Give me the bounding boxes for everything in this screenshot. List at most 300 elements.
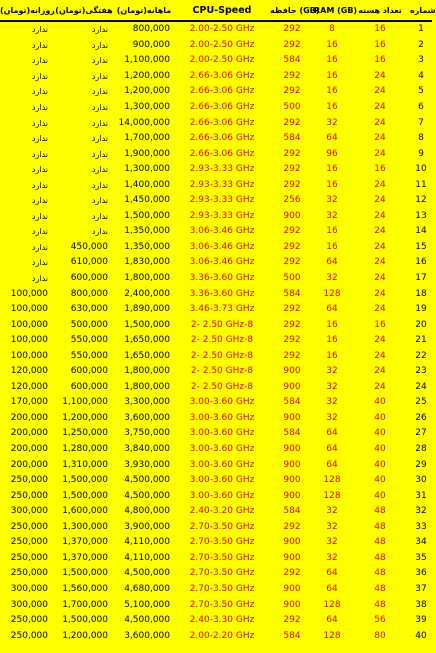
weekly-cell: ندارد (91, 227, 108, 237)
row-number-cell: 13 (415, 210, 427, 221)
storage-cell: 900 (283, 552, 301, 563)
monthly-cell: 1,400,000 (124, 179, 170, 190)
cores-cell: 24 (374, 179, 386, 190)
row-number-cell: 14 (415, 226, 427, 237)
daily-cell: ندارد (31, 165, 48, 175)
ram-cell: 32 (326, 366, 338, 377)
weekly-cell: ندارد (91, 196, 108, 206)
ram-cell: 64 (326, 568, 338, 579)
cpu-speed-cell: 2.93-3.33 GHz (189, 195, 255, 206)
ram-cell: 16 (326, 86, 338, 97)
table-row (0, 395, 432, 411)
storage-cell: 584 (283, 630, 301, 641)
cores-cell: 16 (374, 319, 386, 330)
cpu-speed-cell: 2.70-3.50 GHz (189, 583, 255, 594)
cpu-speed-cell: 2- 2.50 GHz-8 (190, 319, 254, 330)
table-row (0, 364, 432, 380)
cpu-speed-cell: 2.66-3.06 GHz (189, 102, 255, 112)
storage-cell: 292 (283, 179, 301, 190)
ram-cell: 128 (323, 599, 341, 610)
table-row (0, 115, 432, 131)
weekly-cell: 1,200,000 (62, 412, 108, 423)
table-row (0, 348, 432, 364)
storage-cell: 584 (283, 428, 301, 439)
daily-cell: 200,000 (10, 444, 48, 455)
daily-cell: ندارد (31, 180, 48, 190)
ram-cell: 128 (323, 475, 341, 486)
monthly-cell: 3,300,000 (124, 397, 170, 408)
ram-cell: 64 (326, 583, 338, 594)
cores-cell: 24 (374, 210, 386, 221)
weekly-cell: 1,280,000 (62, 444, 108, 455)
row-number-cell: 12 (415, 195, 427, 206)
storage-cell: 900 (283, 599, 301, 610)
daily-cell: 250,000 (10, 537, 48, 548)
table-row (0, 146, 432, 162)
row-number-cell: 19 (415, 304, 427, 315)
monthly-cell: 1,830,000 (124, 257, 170, 268)
weekly-cell: 550,000 (70, 335, 108, 346)
header-weekly: هفتگی(تومان) (54, 0, 114, 21)
cpu-speed-cell: 2- 2.50 GHz-8 (190, 335, 254, 346)
monthly-cell: 4,800,000 (124, 506, 170, 517)
ram-cell: 32 (326, 537, 338, 548)
storage-cell: 900 (283, 210, 301, 221)
ram-cell: 16 (326, 226, 338, 237)
monthly-cell: 5,100,000 (124, 599, 170, 610)
daily-cell: ندارد (31, 242, 48, 252)
daily-cell: ندارد (31, 196, 48, 206)
cores-cell: 24 (374, 335, 386, 346)
weekly-cell: 1,370,000 (62, 537, 108, 548)
monthly-cell: 14,000,000 (118, 117, 170, 128)
daily-cell: 100,000 (10, 319, 48, 330)
header-storage: حافظه (GB) (270, 0, 314, 21)
row-number-cell: 6 (418, 102, 424, 112)
cores-cell: 48 (374, 506, 386, 517)
daily-cell: 100,000 (10, 335, 48, 346)
cpu-speed-cell: 2.66-3.06 GHz (189, 117, 255, 128)
storage-cell: 292 (283, 350, 301, 361)
weekly-cell: 800,000 (70, 288, 108, 299)
storage-cell: 292 (283, 148, 301, 159)
monthly-cell: 1,650,000 (124, 350, 170, 361)
table-row (0, 177, 432, 193)
row-number-cell: 23 (415, 366, 427, 377)
row-number-cell: 22 (415, 350, 427, 361)
cores-cell: 24 (374, 195, 386, 206)
monthly-cell: 1,200,000 (124, 70, 170, 81)
weekly-cell: ندارد (91, 87, 108, 97)
daily-cell: ندارد (31, 25, 48, 35)
weekly-cell: ندارد (91, 103, 108, 112)
storage-cell: 292 (283, 257, 301, 268)
cpu-speed-cell: 2- 2.50 GHz-8 (190, 366, 254, 377)
storage-cell: 292 (283, 319, 301, 330)
weekly-cell: 1,300,000 (62, 521, 108, 532)
row-number-cell: 16 (415, 257, 427, 268)
daily-cell: 250,000 (10, 630, 48, 641)
cpu-speed-cell: 2.70-3.50 GHz (189, 568, 255, 579)
monthly-cell: 3,750,000 (124, 428, 170, 439)
daily-cell: ندارد (31, 71, 48, 81)
cores-cell: 24 (374, 350, 386, 361)
row-number-cell: 9 (418, 148, 424, 159)
daily-cell: 250,000 (10, 490, 48, 501)
monthly-cell: 1,800,000 (124, 273, 170, 284)
storage-cell: 900 (283, 537, 301, 548)
monthly-cell: 3,900,000 (124, 521, 170, 532)
monthly-cell: 4,500,000 (124, 475, 170, 486)
weekly-cell: 1,500,000 (62, 475, 108, 486)
cpu-speed-cell: 2- 2.50 GHz-8 (190, 350, 254, 361)
storage-cell: 584 (283, 397, 301, 408)
monthly-cell: 1,650,000 (124, 335, 170, 346)
ram-cell: 16 (326, 350, 338, 361)
weekly-cell: ندارد (91, 56, 108, 66)
ram-cell: 16 (326, 335, 338, 346)
cpu-speed-cell: 2.66-3.06 GHz (189, 133, 255, 144)
row-number-cell: 33 (415, 521, 427, 532)
table-row (0, 286, 432, 302)
cores-cell: 16 (374, 39, 386, 50)
cores-cell: 24 (374, 226, 386, 237)
table-row (0, 457, 432, 473)
cpu-speed-cell: 2.66-3.06 GHz (189, 148, 255, 159)
table-body (0, 21, 432, 644)
table-row (0, 520, 432, 536)
weekly-cell: 500,000 (70, 319, 108, 330)
monthly-cell: 4,680,000 (124, 583, 170, 594)
ram-cell: 64 (326, 615, 338, 626)
table-row (0, 131, 432, 147)
cpu-speed-cell: 3.06-3.46 GHz (189, 241, 255, 252)
ram-cell: 32 (326, 210, 338, 221)
table-row (0, 504, 432, 520)
table-row (0, 162, 432, 178)
storage-cell: 256 (283, 195, 301, 206)
row-number-cell: 3 (418, 55, 424, 66)
monthly-cell: 1,300,000 (124, 164, 170, 175)
ram-cell: 32 (326, 117, 338, 128)
cores-cell: 40 (374, 475, 386, 486)
monthly-cell: 1,500,000 (124, 319, 170, 330)
storage-cell: 292 (283, 304, 301, 315)
storage-cell: 900 (283, 381, 301, 392)
ram-cell: 16 (326, 319, 338, 330)
cores-cell: 16 (374, 55, 386, 66)
cpu-speed-cell: 3.36-3.60 GHz (189, 288, 255, 299)
cpu-speed-cell: 2- 2.50 GHz-8 (190, 381, 254, 392)
header-row-number: شماره (410, 0, 432, 21)
header-cores: تعداد هسته (350, 0, 410, 21)
daily-cell: ندارد (31, 258, 48, 268)
table-row (0, 193, 432, 209)
storage-cell: 292 (283, 86, 301, 97)
cpu-speed-cell: 2.70-3.50 GHz (189, 599, 255, 610)
weekly-cell: ندارد (91, 211, 108, 221)
row-number-cell: 25 (415, 397, 427, 408)
monthly-cell: 4,500,000 (124, 568, 170, 579)
cpu-speed-cell: 3.00-3.60 GHz (189, 412, 255, 423)
cpu-speed-cell: 3.00-3.60 GHz (189, 490, 255, 501)
weekly-cell: 1,200,000 (62, 630, 108, 641)
row-number-cell: 35 (415, 552, 427, 563)
daily-cell: 100,000 (10, 288, 48, 299)
ram-cell: 64 (326, 133, 338, 144)
ram-cell: 16 (326, 179, 338, 190)
ram-cell: 32 (326, 552, 338, 563)
storage-cell: 900 (283, 583, 301, 594)
ram-cell: 16 (326, 39, 338, 50)
daily-cell: ندارد (31, 87, 48, 97)
cpu-speed-cell: 3.06-3.46 GHz (189, 226, 255, 237)
table-row (0, 613, 432, 629)
daily-cell: ندارد (31, 211, 48, 221)
row-number-cell: 31 (415, 490, 427, 501)
cores-cell: 48 (374, 521, 386, 532)
cpu-speed-cell: 2.93-3.33 GHz (189, 210, 255, 221)
row-number-cell: 8 (418, 133, 424, 144)
cores-cell: 24 (374, 273, 386, 284)
cpu-speed-cell: 2.00-2.50 GHz (189, 24, 255, 35)
cores-cell: 24 (374, 241, 386, 252)
cpu-speed-cell: 2.70-3.50 GHz (189, 552, 255, 563)
weekly-cell: ندارد (91, 180, 108, 190)
storage-cell: 292 (283, 568, 301, 579)
ram-cell: 64 (326, 428, 338, 439)
monthly-cell: 1,350,000 (124, 241, 170, 252)
weekly-cell: 1,100,000 (62, 397, 108, 408)
table-row (0, 38, 432, 54)
row-number-cell: 32 (415, 506, 427, 517)
ram-cell: 8 (329, 24, 335, 35)
weekly-cell: 450,000 (70, 241, 108, 252)
table-row (0, 380, 432, 396)
cpu-speed-cell: 2.40-3.30 GHz (189, 615, 255, 626)
cores-cell: 16 (374, 24, 386, 35)
storage-cell: 292 (283, 117, 301, 128)
header-ram: RAM (GB) (314, 0, 350, 21)
table-row (0, 84, 432, 100)
cores-cell: 24 (374, 304, 386, 315)
table-row (0, 53, 432, 69)
cpu-speed-cell: 2.00-2.20 GHz (189, 630, 255, 641)
row-number-cell: 1 (418, 24, 424, 35)
daily-cell: 250,000 (10, 475, 48, 486)
cores-cell: 24 (374, 257, 386, 268)
cores-cell: 40 (374, 428, 386, 439)
ram-cell: 64 (326, 444, 338, 455)
storage-cell: 500 (283, 102, 301, 112)
table-row (0, 209, 432, 225)
weekly-cell: 550,000 (70, 350, 108, 361)
table-row (0, 100, 432, 116)
daily-cell: ندارد (31, 103, 48, 112)
monthly-cell: 1,450,000 (124, 195, 170, 206)
weekly-cell: 600,000 (70, 366, 108, 377)
daily-cell: 250,000 (10, 568, 48, 579)
storage-cell: 900 (283, 444, 301, 455)
weekly-cell: 1,560,000 (62, 583, 108, 594)
header-cpu-speed: CPU-Speed (174, 0, 270, 21)
cores-cell: 24 (374, 117, 386, 128)
row-number-cell: 7 (418, 117, 424, 128)
row-number-cell: 26 (415, 412, 427, 423)
table-row (0, 551, 432, 567)
cpu-speed-cell: 2.93-3.33 GHz (189, 179, 255, 190)
cores-cell: 24 (374, 70, 386, 81)
weekly-cell: 610,000 (70, 257, 108, 268)
cpu-speed-cell: 2.00-2.50 GHz (189, 39, 255, 50)
table-row (0, 442, 432, 458)
weekly-cell: 1,500,000 (62, 568, 108, 579)
daily-cell: 300,000 (10, 506, 48, 517)
storage-cell: 292 (283, 241, 301, 252)
daily-cell: 120,000 (10, 366, 48, 377)
cores-cell: 24 (374, 133, 386, 144)
monthly-cell: 1,200,000 (124, 86, 170, 97)
daily-cell: 300,000 (10, 599, 48, 610)
cpu-speed-cell: 2.70-3.50 GHz (189, 537, 255, 548)
cpu-speed-cell: 3.00-3.60 GHz (189, 397, 255, 408)
storage-cell: 584 (283, 506, 301, 517)
ram-cell: 32 (326, 381, 338, 392)
ram-cell: 64 (326, 257, 338, 268)
cores-cell: 16 (374, 164, 386, 175)
row-number-cell: 17 (415, 273, 427, 284)
cores-cell: 48 (374, 583, 386, 594)
table-row (0, 426, 432, 442)
row-number-cell: 21 (415, 335, 427, 346)
cores-cell: 80 (374, 630, 386, 641)
ram-cell: 32 (326, 506, 338, 517)
monthly-cell: 3,930,000 (124, 459, 170, 470)
storage-cell: 292 (283, 39, 301, 50)
weekly-cell: 1,700,000 (62, 599, 108, 610)
cores-cell: 40 (374, 444, 386, 455)
daily-cell: 250,000 (10, 521, 48, 532)
row-number-cell: 10 (415, 164, 427, 175)
daily-cell: ندارد (31, 118, 48, 128)
daily-cell: 100,000 (10, 304, 48, 315)
cpu-speed-cell: 3.00-3.60 GHz (189, 428, 255, 439)
ram-cell: 16 (326, 70, 338, 81)
cores-cell: 56 (374, 615, 386, 626)
row-number-cell: 27 (415, 428, 427, 439)
monthly-cell: 1,890,000 (124, 304, 170, 315)
daily-cell: ندارد (31, 149, 48, 159)
table-row (0, 488, 432, 504)
daily-cell: 250,000 (10, 615, 48, 626)
row-number-cell: 37 (415, 583, 427, 594)
weekly-cell: 600,000 (70, 381, 108, 392)
daily-cell: ندارد (31, 134, 48, 144)
cpu-speed-cell: 2.70-3.50 GHz (189, 521, 255, 532)
storage-cell: 292 (283, 615, 301, 626)
weekly-cell: 1,250,000 (62, 428, 108, 439)
storage-cell: 292 (283, 521, 301, 532)
daily-cell: ندارد (31, 274, 48, 284)
table-row (0, 535, 432, 551)
monthly-cell: 1,350,000 (124, 226, 170, 237)
cores-cell: 40 (374, 459, 386, 470)
cpu-speed-cell: 3.36-3.60 GHz (189, 273, 255, 284)
weekly-cell: ندارد (91, 25, 108, 35)
table-row (0, 21, 432, 38)
table-row (0, 317, 432, 333)
daily-cell: 100,000 (10, 350, 48, 361)
row-number-cell: 15 (415, 241, 427, 252)
row-number-cell: 28 (415, 444, 427, 455)
daily-cell: 200,000 (10, 412, 48, 423)
daily-cell: 250,000 (10, 552, 48, 563)
ram-cell: 32 (326, 195, 338, 206)
table-row (0, 411, 432, 427)
weekly-cell: 1,370,000 (62, 552, 108, 563)
monthly-cell: 4,110,000 (124, 537, 170, 548)
cores-cell: 24 (374, 288, 386, 299)
row-number-cell: 2 (418, 39, 424, 50)
cpu-speed-cell: 3.00-3.60 GHz (189, 444, 255, 455)
row-number-cell: 34 (415, 537, 427, 548)
ram-cell: 32 (326, 521, 338, 532)
ram-cell: 64 (326, 304, 338, 315)
cores-cell: 24 (374, 148, 386, 159)
storage-cell: 900 (283, 412, 301, 423)
cores-cell: 48 (374, 568, 386, 579)
row-number-cell: 30 (415, 475, 427, 486)
storage-cell: 584 (283, 55, 301, 66)
row-number-cell: 11 (415, 179, 427, 190)
ram-cell: 64 (326, 459, 338, 470)
table-row (0, 333, 432, 349)
storage-cell: 584 (283, 288, 301, 299)
cpu-speed-cell: 2.00-2.50 GHz (189, 55, 255, 66)
cpu-speed-cell: 2.93-3.33 GHz (189, 164, 255, 175)
table-row (0, 473, 432, 489)
monthly-cell: 900,000 (132, 39, 170, 50)
header-row (0, 0, 432, 21)
table-row (0, 628, 432, 644)
ram-cell: 32 (326, 397, 338, 408)
table-row (0, 271, 432, 287)
cpu-speed-cell: 2.66-3.06 GHz (189, 70, 255, 81)
weekly-cell: 1,500,000 (62, 615, 108, 626)
weekly-cell: 1,500,000 (62, 490, 108, 501)
daily-cell: ندارد (31, 227, 48, 237)
row-number-cell: 36 (415, 568, 427, 579)
table-row (0, 255, 432, 271)
weekly-cell: 600,000 (70, 273, 108, 284)
monthly-cell: 4,110,000 (124, 552, 170, 563)
monthly-cell: 1,100,000 (124, 55, 170, 66)
daily-cell: 200,000 (10, 428, 48, 439)
weekly-cell: ندارد (91, 118, 108, 128)
monthly-cell: 1,700,000 (124, 133, 170, 144)
row-number-cell: 39 (415, 615, 427, 626)
monthly-cell: 3,600,000 (124, 412, 170, 423)
cores-cell: 40 (374, 397, 386, 408)
monthly-cell: 1,500,000 (124, 210, 170, 221)
header-daily: روزانه(تومان) (0, 0, 54, 21)
ram-cell: 128 (323, 490, 341, 501)
monthly-cell: 1,800,000 (124, 366, 170, 377)
monthly-cell: 1,900,000 (124, 148, 170, 159)
weekly-cell: 630,000 (70, 304, 108, 315)
table-row (0, 597, 432, 613)
row-number-cell: 4 (418, 70, 424, 81)
